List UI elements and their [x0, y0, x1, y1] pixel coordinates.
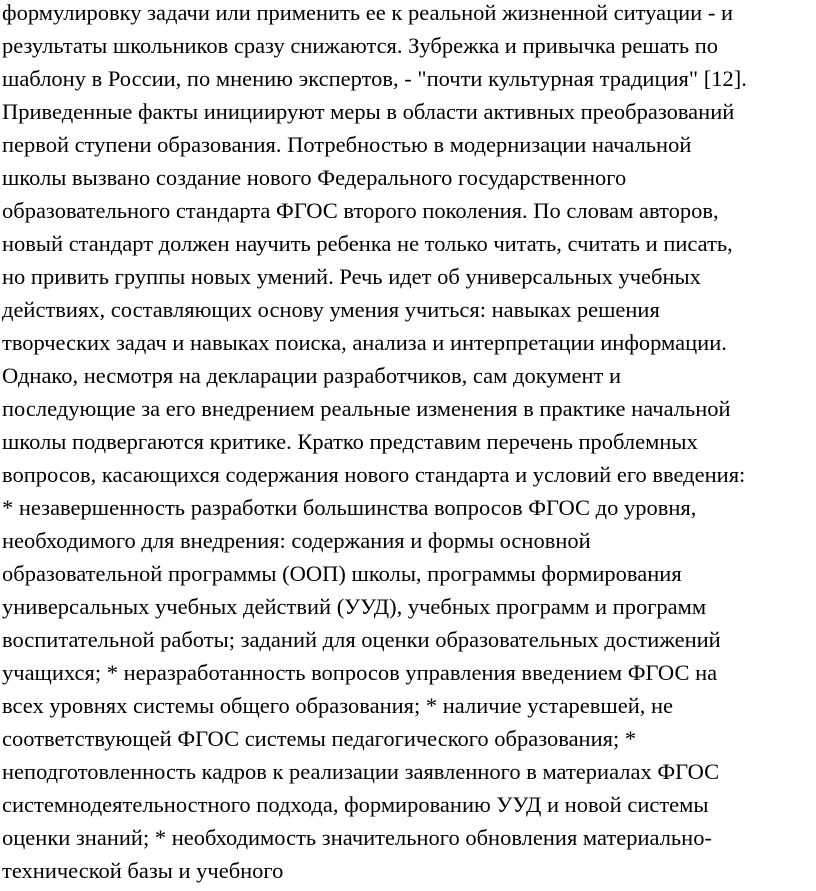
text-line: Приведенные факты инициируют меры в области активных преобразований: [2, 99, 735, 124]
text-line: школы вызвано создание нового Федерального государственного: [2, 165, 627, 190]
text-line: первой ступени образования. Потребностью в модернизации начальной: [2, 132, 692, 157]
text-line: формулировку задачи или применить ее к реальной жизненной ситуации - и: [2, 0, 734, 25]
text-line: результаты школьников сразу снижаются. Зубрежка и привычка решать по: [2, 33, 719, 58]
text-line: неподготовленность кадров к реализации заявленного в материалах ФГОС: [2, 759, 720, 784]
text-line: универсальных учебных действий (УУД), учебных программ и программ: [2, 594, 707, 619]
text-line: оценки знаний; * необходимость значительного обновления материально-: [2, 825, 712, 850]
text-line: всех уровнях системы общего образования; * наличие устаревшей, не: [2, 693, 674, 718]
text-line: системнодеятельностного подхода, формированию УУД и новой системы: [2, 792, 709, 817]
text-line: но привить группы новых умений. Речь идет об универсальных учебных: [2, 264, 701, 289]
text-line: Однако, несмотря на декларации разработчиков, сам документ и: [2, 363, 622, 388]
text-line: необходимого для внедрения: содержания и формы основной: [2, 528, 591, 553]
text-line: учащихся; * неразработанность вопросов управления введением ФГОС на: [2, 660, 718, 685]
text-line: последующие за его внедрением реальные изменения в практике начальной: [2, 396, 731, 421]
text-line: образовательной программы (ООП) школы, программы формирования: [2, 561, 682, 586]
text-line: школы подвергаются критике. Кратко представим перечень проблемных: [2, 429, 698, 454]
text-line: вопросов, касающихся содержания нового стандарта и условий его введения:: [2, 462, 746, 487]
text-line: действиях, составляющих основу умения учиться: навыках решения: [2, 297, 660, 322]
text-line: образовательного стандарта ФГОС второго поколения. По словам авторов,: [2, 198, 719, 223]
text-line: шаблону в России, по мнению экспертов, - "почти культурная традиция" [12].: [2, 66, 747, 91]
text-line: соответствующей ФГОС системы педагогического образования; *: [2, 726, 637, 751]
text-line: творческих задач и навыках поиска, анализа и интерпретации информации.: [2, 330, 727, 355]
text-line: новый стандарт должен научить ребенка не только читать, считать и писать,: [2, 231, 733, 256]
text-line: * незавершенность разработки большинства вопросов ФГОС до уровня,: [2, 495, 697, 520]
text-line: технической базы и учебного: [2, 858, 284, 883]
text-line: воспитательной работы; заданий для оценки образовательных достижений: [2, 627, 721, 652]
